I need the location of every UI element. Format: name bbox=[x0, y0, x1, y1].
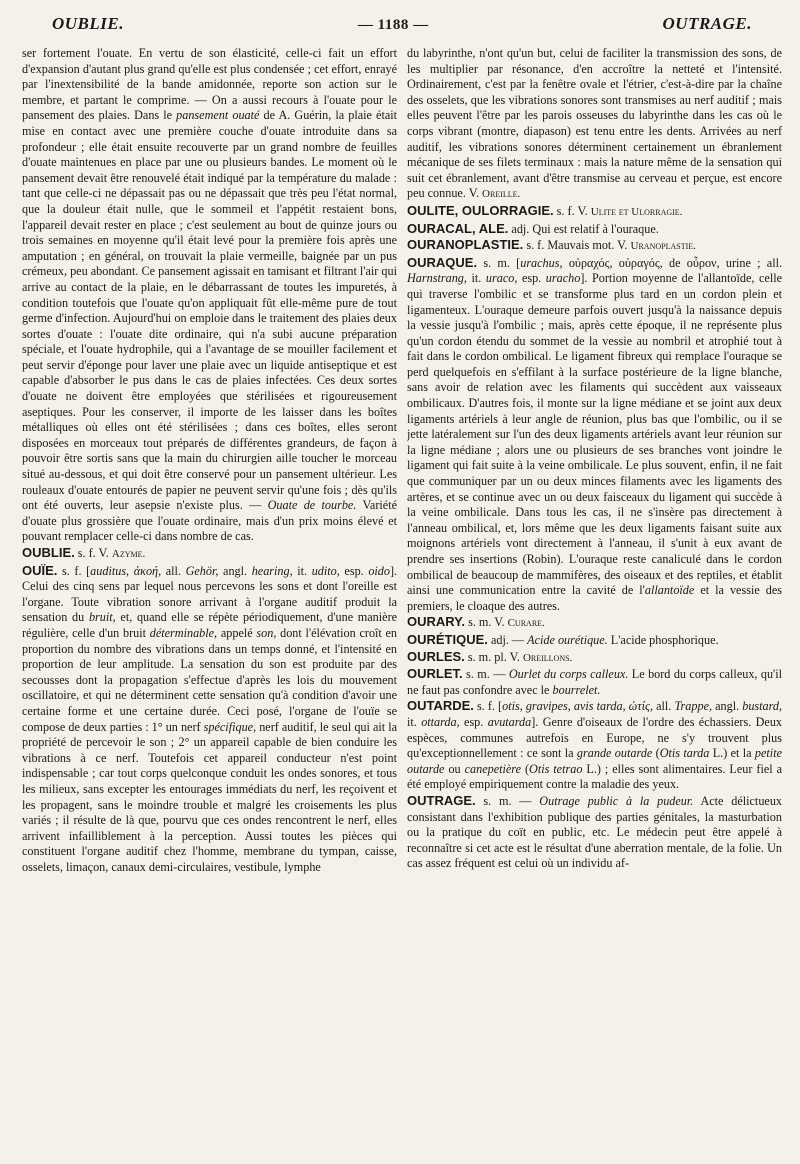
cross-reference: Curare. bbox=[507, 617, 545, 630]
headword: OUÏE. bbox=[22, 562, 58, 578]
headword: OURANOPLASTIE. bbox=[407, 237, 524, 253]
cross-reference: Uranoplastie. bbox=[630, 240, 696, 253]
entry-ouie: OUÏE. s. f. [auditus, ἀκοή, all. Gehör, angl. hearing, it. udito, esp. oido]. Celui des cinq sens par lequel nous percevons les sons et dont l'oreille est l'organe. Toute vibration sonore arrivant à l'organe auditif produit la sensation du bruit, et, quand elle se répète périodiquement, d'une manière régulière, celle d'un bruit déterminable, appelé son, dont l'élévation croît en proportion du nombre des vibrations dans un temps donné, et l'intensité en proportion de leur amplitude. La sensation du son est produite par des secousses dont la propagation s'effectue d'après les lois du mouvement oscillatoire, et qui ne déterminent cette sensation qu'à condition d'avoir une certaine forme et une certaine durée. Ceci posé, l'organe de l'ouïe se compose de deux parties : 1° un nerf spécifique, nerf auditif, le seul qui ait la propriété de percevoir le son ; 2° un appareil capable de bien conduire les vibrations à ce nerf. Toutefois cet appareil conducteur n'est point indispensable ; car tout corps quelconque conduit les ondes sonores, et tous les milieux, sans excepter les entourages immédiats du nerf, les reçoivent et les propagent, sans le moindre trouble et malgré les croisements les plus variés ; il résulte de là que, pourvu que ces ondes rencontrent le nerf, elles arrivent infailliblement à la perception. Aussi toutes les pièces qui constituent l'organe auditif chez l'homme, membrane du tympan, caisse, osselets, limaçon, canaux demi-circulaires, vestibule, lymphe bbox=[22, 562, 397, 874]
headword: OURÉTIQUE. bbox=[407, 631, 488, 647]
ouie-continuation: du labyrinthe, n'ont qu'un but, celui de faciliter la transmission des sons, de les multiplier par résonance, d'en accroître la netteté et l'intensité. Ordinairement, c'est par la fenêtre ovale et l'étrier, c'est-à-dire par la chaîne des osselets, que les vibrations sonores sont transmises au nerf auditif ; mais elles peuvent l'être par les parois osseuses du labyrinthe dans les cas où le corps vibrant (montre, diapason) est tenu entre les dents. Arrivées au nerf auditif, les vibrations sonores déterminent certainement un ébranlement mécanique de ses filets terminaux : mais la nature même de la sensation qui suit cet ébranlement, avant d'être transmise au cerveau et perçue, est encore peu connue. V. Oreille. bbox=[407, 46, 782, 201]
headword: OURLET. bbox=[407, 666, 463, 682]
entry-oulite: OULITE, OULORRAGIE. s. f. V. Ulite et Ulorragie. bbox=[407, 202, 683, 218]
cross-reference: Oreille. bbox=[482, 188, 521, 201]
entry-ourles: OURLES. s. m. pl. V. Oreillons. bbox=[407, 648, 573, 664]
entry-ouranoplastie: OURANOPLASTIE. s. f. Mauvais mot. V. Uranoplastie. bbox=[407, 237, 696, 253]
headword: OUTARDE. bbox=[407, 698, 474, 714]
entry-ourlet: OURLET. s. m. — Ourlet du corps calleux. Le bord du corps calleux, qu'il ne faut pas confondre avec le bourrelet. bbox=[407, 666, 782, 697]
left-column bbox=[22, 46, 397, 1156]
running-head bbox=[22, 14, 782, 40]
headword: OURAQUE. bbox=[407, 254, 478, 270]
headword: OURLES. bbox=[407, 648, 465, 664]
entry-oublie: OUBLIE. s. f. V. Azyme. bbox=[22, 545, 146, 560]
right-column bbox=[407, 46, 782, 1156]
entry-ourary: OURARY. s. m. V. Curare. bbox=[407, 614, 545, 630]
entry-ouracal: OURACAL, ALE. adj. Qui est relatif à l'ouraque. bbox=[407, 220, 659, 236]
entry-ouretique: OURÉTIQUE. adj. — Acide ourétique. L'acide phosphorique. bbox=[407, 631, 719, 647]
headword: OURACAL, ALE. bbox=[407, 220, 509, 236]
entry-outrage: OUTRAGE. s. m. — Outrage public à la pudeur. Acte délictueux consistant dans l'exhibition publique des parties génitales, la masturbation ou la pratique du coït en public, etc. Le médecin peut être appelé à reconnaître si cet acte est le résultat d'une aberration mentale, de la folie. Un cas assez fréquent est celui où un individu af- bbox=[407, 792, 782, 871]
header-right-word: OUTRAGE. bbox=[662, 14, 752, 33]
headword: OUBLIE. bbox=[22, 545, 75, 560]
cross-reference: Ulite et Ulorragie. bbox=[590, 205, 683, 218]
page-number: — 1188 — bbox=[357, 17, 429, 33]
header-left-word: OUBLIE. bbox=[52, 14, 124, 33]
entry-ouraque: OURAQUE. s. m. [urachus, οὐραχός, οὐραγός, de οὖρον, urine ; all. Harnstrang, it. uraco, esp. uracho]. Portion moyenne de l'allantoïde, celle qui traverse l'ombilic et se transforme plus tard en un cordon plein et ligamenteux. L'ouraque demeure parfois ouvert jusqu'à la naissance depuis la vessie jusqu'à l'ombilic ; mais, après cette époque, il ne représente plus qu'un cordon étendu du sommet de la vessie au nombril et atrophié tout à fait dans le cordon ombilical. Le ligament fibreux qui remplace l'ouraque se perd quelquefois en s'effilant à la surface postérieure de la ligne blanche, sans avoir de relation avec les filaments qui succèdent aux vaisseaux ombilicaux. D'autres fois, il monte sur la ligne médiane et se joint aux deux ligaments artériels à leur angle de réunion, plus bas que l'ombilic, ou il se jette latéralement sur l'un des deux ligaments artériels avant leur réunion sur la ligne médiane ; alors une ou plusieurs de ses branches vont joindre le ligament qui fait suite à la veine ombilicale. Le plus souvent, enfin, il ne fait que communiquer par un ou deux minces filaments avec les ligaments des artères, et se continue avec un ou deux faisceaux du ligament qui succède à la veine ombilicale. Dans tous les cas, il ne s'insère pas directement à l'anneau ombilical, et, lors même que les deux ligaments faisant suite aux moignons artériels vont directement à l'anneau, il s'unit à eux avant de prendre ses insertions (Robin). L'ouraque reste canaliculé dans le cordon ombilical de beaucoup de mammifères, des oiseaux et des reptiles, et établit ainsi une communication entre la cavité de l'allantoïde et la vessie des premiers, le cloaque des autres. bbox=[407, 254, 782, 613]
text-columns bbox=[22, 46, 782, 1156]
headword: OURARY. bbox=[407, 614, 466, 630]
ouate-continuation: ser fortement l'ouate. En vertu de son élasticité, celle-ci fait un effort d'expansion d'autant plus grand qu'elle est plus condensée ; cet effort, enrayé par l'inextensibilité de la bande amidonnée, reporte son action sur le membre, et partant le comprime. — On a aussi recours à l'ouate pour le pansement des plaies. Dans le pansement ouaté de A. Guérin, la plaie était mise en contact avec une première couche d'ouate introduite dans sa profondeur ; elle était ensuite recouverte par un grand nombre de feuilles d'ouate maintenues en place par une ou plusieurs bandes. Le moment où le pansement devait être renouvelé était indiqué par la température du malade : tant que celle-ci ne dépassait pas ou ne dépassait que très peu l'état normal, que la douleur était nulle, que le sommeil et l'appétit restaient bons, l'appareil devait rester en place ; c'est seulement au bout de quinze jours ou trois semaines en moyenne qu'il était levé pour la première fois après une amputation ; en général, on trouvait la plaie vermeille, baignée par un pus crémeux, peu abondant. Ce pansement agissait en tamisant et filtrant l'air qui arrive au contact de la plaie, en le débarrassant de toutes les impuretés, à condition toutefois que l'ouate qu'on appliquait fût elle-même pure de tout germe d'infection. Aujourd'hui on emploie dans le traitement des plaies deux sortes d'ouate : l'ouate dite ordinaire, qui n'a subi aucune préparation spéciale, et l'ouate hydrophile, qui a l'avantage de se mouiller facilement et peut servir d'éponge pour laver une plaie avec un liquide antiseptique et est capable d'absorber le pus dans le cas de plaies infectées. Ces deux sortes d'ouate ne doivent être employées que stérilisées et rigoureusement aseptiques. Pour les conserver, il importe de les laisser dans les boîtes métalliques où elles ont été stérilisées ; dans ces boîtes, elles seront disposées en morceaux tout préparés de différentes grandeurs, de façon à pouvoir être sortis sans que la main du chirurgien aille toucher le morceau situé au-dessous, et qui doit être conservé pour un pansement ultérieur. Les rouleaux d'ouate entourés de papier ne peuvent servir qu'une fois ; dès qu'ils ont été ouverts, leur asepsie n'existe plus. — Ouate de tourbe. Variété d'ouate plus grossière que l'ouate ordinaire, mais d'un prix moins élevé et pouvant remplacer celle-ci dans nombre de cas. bbox=[22, 46, 397, 544]
cross-reference: Oreillons. bbox=[522, 651, 573, 664]
headword: OUTRAGE. bbox=[407, 792, 476, 808]
cross-reference: Azyme. bbox=[111, 548, 146, 560]
headword: OULITE, OULORRAGIE. bbox=[407, 202, 554, 218]
entry-outarde: OUTARDE. s. f. [otis, gravipes, avis tarda, ὠτίς, all. Trappe, angl. bustard, it. ottarda, esp. avutarda]. Genre d'oiseaux de l'ordre des échassiers. Deux espèces, communes autrefois en Europe, ne s'y trouvent plus qu'exceptionnellement : ce sont la grande outarde (Otis tarda L.) et la petite outarde ou canepetière (Otis tetrao L.) ; elles sont alimentaires. Leur fiel a été employé empiriquement contre la maladie des yeux. bbox=[407, 698, 782, 792]
